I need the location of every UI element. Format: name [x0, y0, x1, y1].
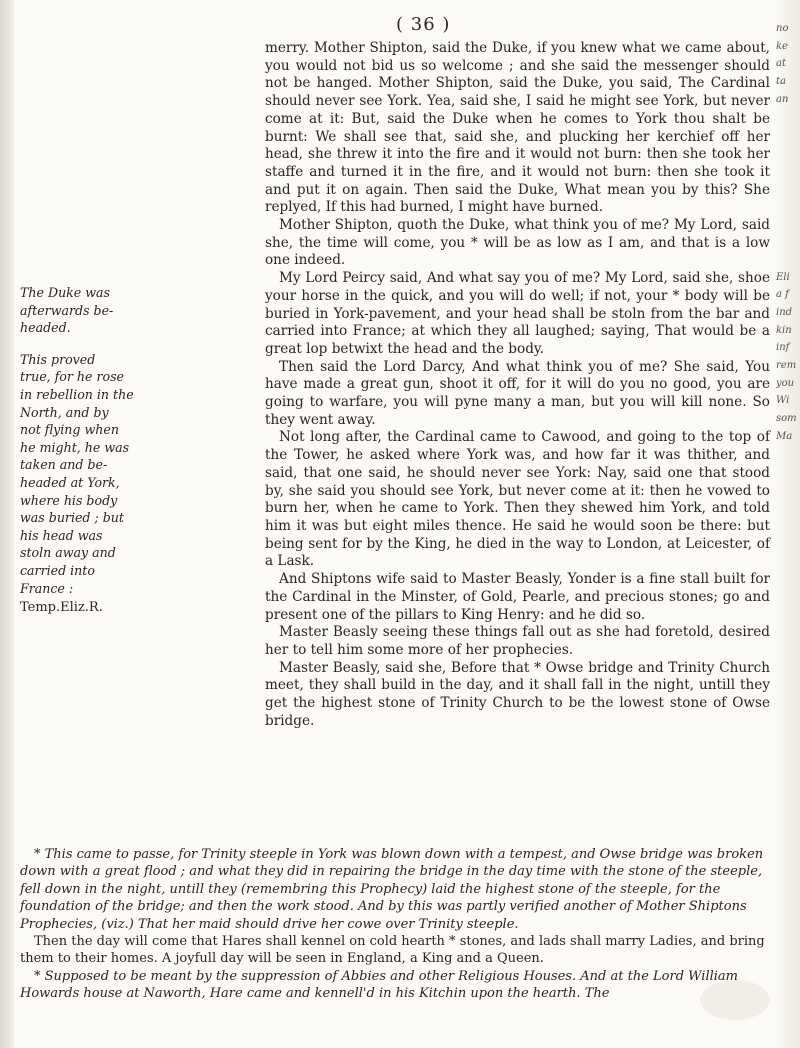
- paragraph: Not long after, the Cardinal came to Cawood, and going to the top of the Tower, he asked where York was, and how far it was thither, and said, that one said, he should never see York: Nay, said one that stood by, she said you should see York, but never come at it: then he vowed to burn her, when he came to York. Then they shewed him York, and told him it was but eight miles thence. He said he would soon be there: but being sent for by the King, he died in the way to London, at Leicester, of a Lask.: [265, 429, 770, 570]
- fragment: kin: [776, 324, 792, 336]
- margin-note: This proved true, for he rose in rebellion in the North, and by not flying when he might, he was taken and be- headed at York, where his body was buried ; but his head was stoln away and carried into France :: [20, 351, 134, 596]
- margin-attribution: Temp.Eliz.R.: [20, 600, 103, 616]
- paragraph: Then said the Lord Darcy, And what think you of me? She said, You have made a great gun, shoot it off, for it will do you no good, you are going to warfare, you will pyne many a man, but you will kill none. So they went away.: [265, 358, 770, 428]
- paragraph: My Lord Peircy said, And what say you of me? My Lord, said she, shoe your horse in the quick, and you will do well; if not, your * body will be buried in York-pavement, and your head shall be stoln from the bar and carried into France; at which they all laughed; saying, That would be a great lop betwixt the head and the body.: [265, 270, 770, 357]
- main-text-column: [265, 40, 770, 730]
- fragment: ind: [776, 306, 793, 318]
- bottom-notes: [20, 846, 765, 1003]
- fragment: no: [776, 23, 789, 34]
- paragraph: Master Beasly, said she, Before that * Owse bridge and Trinity Church meet, they shall build in the day, and it shall fall in the night, untill they get the highest stone of Trinity Church to be the lowest stone of Owse bridge.: [265, 659, 770, 729]
- facing-page-fragments: [776, 20, 798, 446]
- fragment: som: [776, 413, 797, 425]
- fragment: ta: [776, 76, 786, 88]
- fragment: Ma: [776, 430, 793, 442]
- margin-notes: [20, 284, 180, 617]
- page-number: ( 36 ): [396, 14, 451, 35]
- fragment: rem: [776, 360, 797, 372]
- paragraph: Master Beasly seeing these things fall out as she had foretold, desired her to tell him some more of her prophecies.: [265, 624, 770, 658]
- margin-note: The Duke was afterwards be- headed.: [20, 285, 114, 336]
- footnote: Then the day will come that Hares shall kennel on cold hearth * stones, and lads shall marry Ladies, and bring them to their homes. A joyfull day will be seen in England, a King and a Queen.: [20, 934, 765, 967]
- fragment: at: [776, 58, 786, 70]
- fragment: inf: [776, 342, 790, 354]
- fragment: ke: [776, 40, 788, 52]
- paragraph: merry. Mother Shipton, said the Duke, if you knew what we came about, you would not bid us so welcome ; and she said the messenger should not be hanged. Mother Shipton, said the Duke, you said, The Cardinal should never see York. Yea, said she, I said he might see York, but never come at it: But, said the Duke when he comes to York thou shalt be burnt: We shall see that, said she, and plucking her kerchief off her head, she threw it into the fire and it would not burn: then she took her staffe and turned it in the fire, and it would not burn: then she took it and put it on again. Then said the Duke, What mean you by this? She replyed, If this had burned, I might have burned.: [265, 40, 770, 216]
- paragraph: Mother Shipton, quoth the Duke, what think you of me? My Lord, said she, the time will come, you * will be as low as I am, and that is a low one indeed.: [265, 217, 770, 269]
- fragment: a f: [776, 289, 789, 301]
- footnote: * Supposed to be meant by the suppression of Abbies and other Religious Houses. And at the Lord William Howards house at Naworth, Hare came and kennell'd in his Kitchin upon the hearth. The: [20, 968, 739, 1002]
- paragraph: And Shiptons wife said to Master Beasly, Yonder is a fine stall built for the Cardinal in the Minster, of Gold, Pearle, and precious stones; go and present one of the pillars to King Henry: and he did so.: [265, 571, 770, 623]
- fragment: you: [776, 377, 795, 389]
- fragment: Wi: [776, 395, 790, 407]
- footnote: * This came to passe, for Trinity steeple in York was blown down with a tempest, and Owse bridge was broken down with a great flood ; and what they did in repairing the bridge in the day time with the stone of the steeple, fell down in the night, untill they (remembring this Prophecy) laid the highest stone of the steeple, for the foundation of the bridge; and then the work stood. And by this was partly verified another of Mother Shiptons Prophecies, (viz.) That her maid should drive her cowe over Trinity steeple.: [20, 847, 764, 932]
- fragment: Eli: [776, 271, 790, 283]
- book-spine-shadow: [0, 0, 14, 1048]
- fragment: an: [776, 93, 789, 105]
